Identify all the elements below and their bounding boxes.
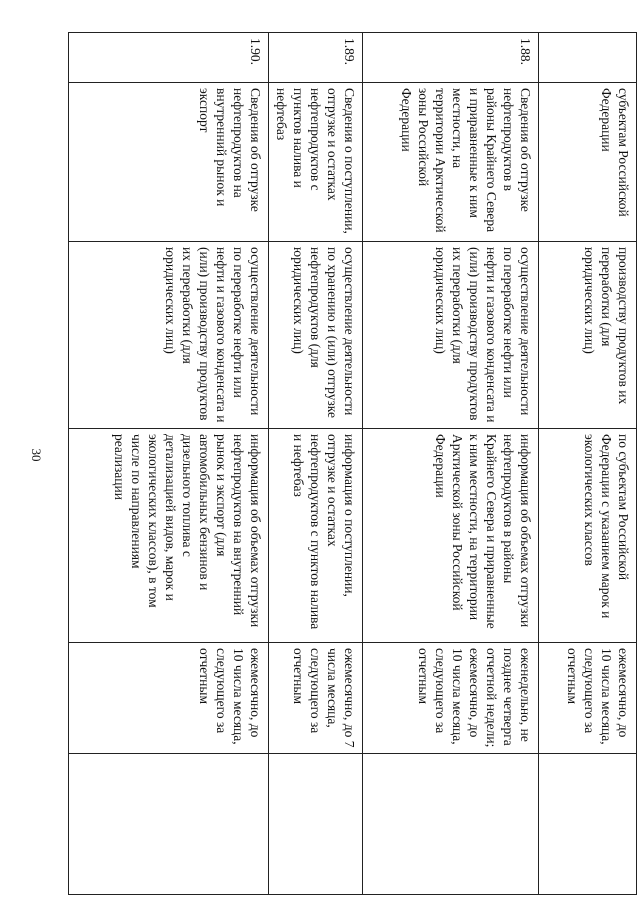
rotated-page-content (74, 32, 637, 894)
information-cell: информация об объемах отгрузки нефтепродуктов на внутренний рынок и экспорт (для автомобильных бензинов и дизельного топлива с детализацией видов, марок и экологических классов), в том числе по направлениям реализации (69, 429, 269, 643)
empty-cell (69, 754, 269, 895)
row-number-cell (539, 33, 637, 83)
period-cell: ежемесячно, до 10 числа месяца, следующего за отчетным (69, 643, 269, 754)
table-row (269, 33, 363, 895)
report-name-cell: Сведения о поступлении, отгрузке и остатках нефтепродуктов с пунктов налива и нефтебаз (269, 83, 363, 242)
empty-cell (363, 754, 539, 895)
information-cell: по субъектам Российской Федерации с указанием марок и экологических классов (539, 429, 637, 643)
table-row (539, 33, 637, 895)
information-cell: информация о поступлении, отгрузке и остатках нефтепродуктов с пунктов налива и нефтебаз (269, 429, 363, 643)
empty-cell (539, 754, 637, 895)
table-row (69, 33, 269, 895)
reporting-requirements-table (68, 32, 637, 895)
reporting-subject-cell: осуществление деятельности по переработке нефти или нефти и газового конденсата и (или) производству продуктов их переработки (для юридических лиц) (363, 242, 539, 429)
information-cell: информация об объемах отгрузки нефтепродуктов в районы Крайнего Севера и приравненные к ним местности, на территории Арктической зоны Российской Федерации (363, 429, 539, 643)
page-number: 30 (29, 448, 44, 462)
period-cell: ежемесячно, до 7 числа месяца, следующего за отчетным (269, 643, 363, 754)
row-number-cell: 1.88. (363, 33, 539, 83)
row-number-cell: 1.90. (69, 33, 269, 83)
reporting-subject-cell: осуществление деятельности по переработке нефти или нефти и газового конденсата и (или) производству продуктов их переработки (для юридических лиц) (69, 242, 269, 429)
row-number-cell: 1.89. (269, 33, 363, 83)
reporting-subject-cell: осуществление деятельности по хранению и (или) отгрузке нефтепродуктов (для юридических лиц) (269, 242, 363, 429)
period-cell: еженедельно, не позднее четверга отчетной недели; ежемесячно, до 10 числа месяца, следующего за отчетным (363, 643, 539, 754)
report-name-cell: субъектам Российской Федерации (539, 83, 637, 242)
period-cell: ежемесячно, до 10 числа месяца, следующего за отчетным (539, 643, 637, 754)
reporting-subject-cell: производству продуктов их переработки (для юридических лиц) (539, 242, 637, 429)
report-name-cell: Сведения об отгрузке нефтепродуктов на внутренний рынок и экспорт (69, 83, 269, 242)
empty-cell (269, 754, 363, 895)
table-row (363, 33, 539, 895)
report-name-cell: Сведения об отгрузке нефтепродуктов в районы Крайнего Севера и приравненные к ним местности, на территории Арктической зоны Российской Федерации (363, 83, 539, 242)
